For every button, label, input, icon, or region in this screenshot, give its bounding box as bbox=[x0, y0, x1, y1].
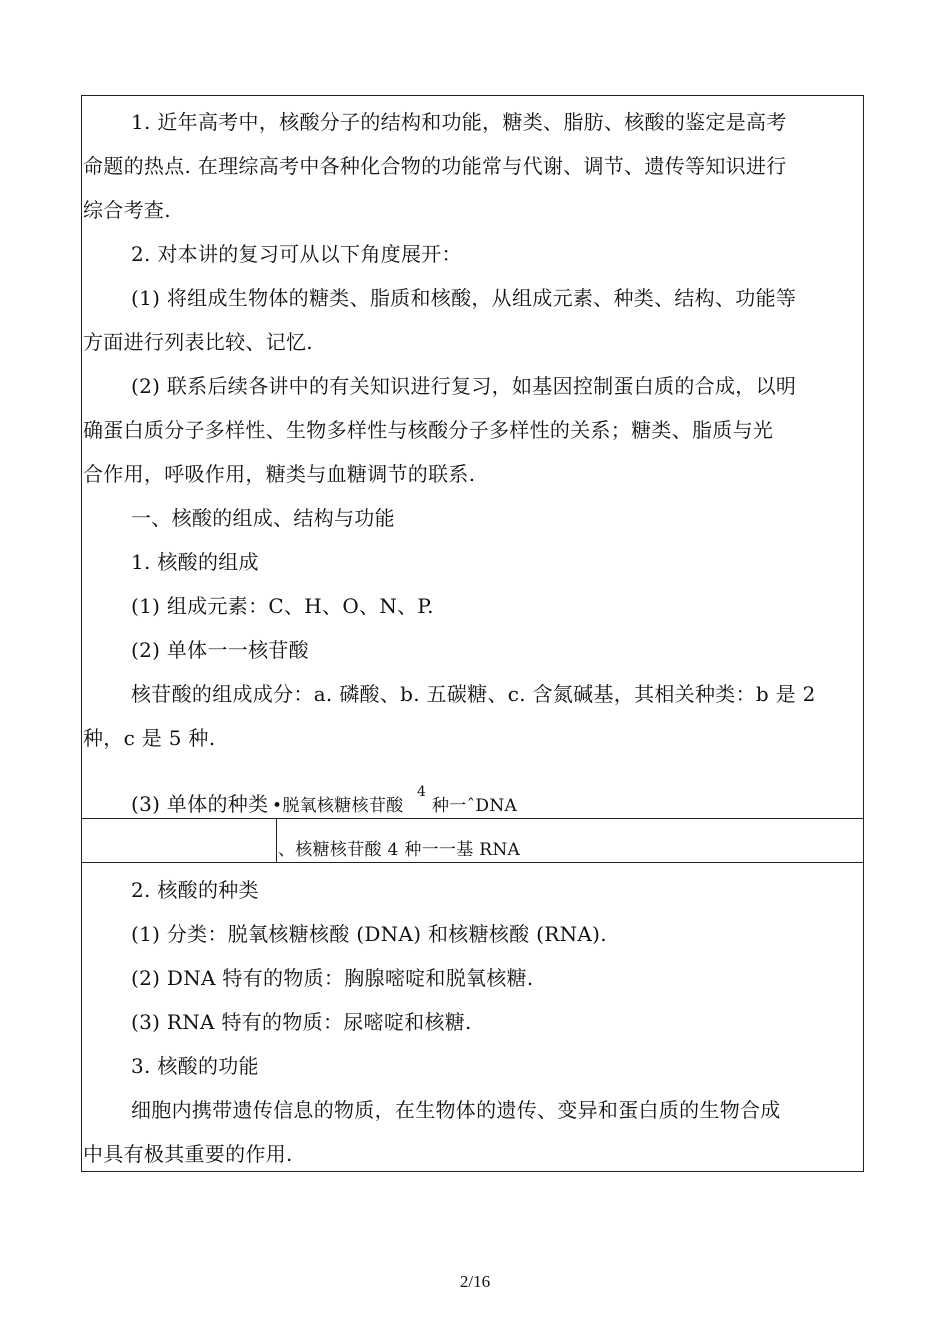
nucleotide-components-line-2: 种，c 是 5 种. bbox=[83, 726, 216, 750]
classification-item: (1) 分类：脱氧核糖核酸 (DNA) 和核糖核酸 (RNA). bbox=[131, 922, 607, 946]
intro-line-2: 命题的热点. 在理综高考中各种化合物的功能常与代谢、调节、遗传等知识进行 bbox=[83, 154, 787, 178]
monomer-types-dna: 种一ˆDNA bbox=[432, 796, 518, 816]
monomer-item: (2) 单体一一核苷酸 bbox=[131, 638, 309, 662]
review-intro: 2. 对本讲的复习可从以下角度展开： bbox=[131, 242, 462, 266]
subheading-types: 2. 核酸的种类 bbox=[131, 878, 259, 902]
function-line-2: 中具有极其重要的作用. bbox=[83, 1142, 293, 1166]
review-item2-line-2: 确蛋白质分子多样性、生物多样性与核酸分子多样性的关系；糖类、脂质与光 bbox=[83, 418, 774, 442]
content-box-top bbox=[81, 95, 864, 819]
monomer-types-deoxy: •脱氧核糖核苷酸 bbox=[272, 796, 404, 816]
nucleotide-components-line-1: 核苷酸的组成成分：a. 磷酸、b. 五碳糖、c. 含氮碱基，其相关种类：b 是 2 bbox=[131, 682, 816, 706]
elements-item: (1) 组成元素：C、H、O、N、P. bbox=[131, 594, 434, 618]
monomer-types-superscript: 4 bbox=[417, 784, 426, 800]
table-cell-left bbox=[81, 818, 277, 863]
monomer-types-prefix: (3) 单体的种类 bbox=[131, 792, 269, 816]
function-line-1: 细胞内携带遗传信息的物质，在生物体的遗传、变异和蛋白质的生物合成 bbox=[131, 1098, 781, 1122]
monomer-types-ribo: 、核糖核苷酸 4 种一一基 RNA bbox=[278, 840, 521, 860]
rna-specific-item: (3) RNA 特有的物质：尿嘧啶和核糖. bbox=[131, 1010, 472, 1034]
review-item1-line-2: 方面进行列表比较、记忆. bbox=[83, 330, 313, 354]
dna-specific-item: (2) DNA 特有的物质：胸腺嘧啶和脱氧核糖. bbox=[131, 966, 534, 990]
subheading-function: 3. 核酸的功能 bbox=[131, 1054, 259, 1078]
intro-line-3: 综合考查. bbox=[83, 198, 171, 222]
intro-line-1: 1. 近年高考中，核酸分子的结构和功能，糖类、脂肪、核酸的鉴定是高考 bbox=[131, 110, 787, 134]
page-number: 2/16 bbox=[459, 1272, 491, 1291]
review-item2-line-3: 合作用，呼吸作用，糖类与血糖调节的联系. bbox=[83, 462, 476, 486]
review-item1-line-1: (1) 将组成生物体的糖类、脂质和核酸，从组成元素、种类、结构、功能等 bbox=[131, 286, 797, 310]
review-item2-line-1: (2) 联系后续各讲中的有关知识进行复习，如基因控制蛋白质的合成，以明 bbox=[131, 374, 797, 398]
subheading-composition: 1. 核酸的组成 bbox=[131, 550, 259, 574]
section-heading: 一、核酸的组成、结构与功能 bbox=[131, 506, 395, 530]
